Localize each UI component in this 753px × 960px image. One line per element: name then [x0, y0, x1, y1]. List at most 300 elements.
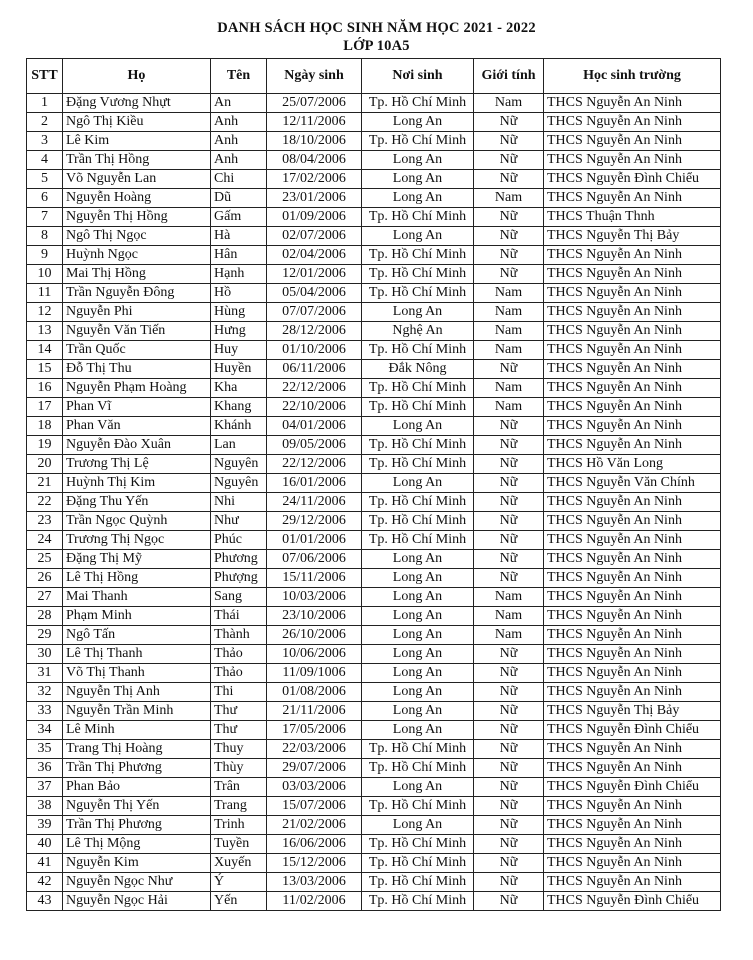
cell-ten: Huy	[211, 341, 267, 360]
table-row	[27, 721, 721, 740]
cell-ten: Như	[211, 512, 267, 531]
cell-ten: Thuy	[211, 740, 267, 759]
cell-stt: 41	[27, 854, 63, 873]
header-ten: Tên	[211, 59, 267, 94]
table-row	[27, 417, 721, 436]
cell-ngay-sinh: 01/10/2006	[267, 341, 362, 360]
table-row	[27, 702, 721, 721]
cell-ngay-sinh: 25/07/2006	[267, 94, 362, 113]
cell-stt: 40	[27, 835, 63, 854]
cell-ho: Nguyễn Ngọc Hải	[63, 892, 211, 911]
cell-noi-sinh: Long An	[362, 151, 474, 170]
cell-ten: Chi	[211, 170, 267, 189]
table-row	[27, 550, 721, 569]
cell-ngay-sinh: 07/06/2006	[267, 550, 362, 569]
cell-ngay-sinh: 01/09/2006	[267, 208, 362, 227]
cell-gioi-tinh: Nam	[474, 607, 544, 626]
cell-truong: THCS Nguyễn Đình Chiểu	[544, 778, 721, 797]
cell-ngay-sinh: 21/11/2006	[267, 702, 362, 721]
cell-gioi-tinh: Nữ	[474, 474, 544, 493]
cell-ho: Ngô Thị Ngọc	[63, 227, 211, 246]
cell-ngay-sinh: 01/08/2006	[267, 683, 362, 702]
cell-ho: Nguyễn Văn Tiến	[63, 322, 211, 341]
header-ngay-sinh: Ngày sinh	[267, 59, 362, 94]
cell-truong: THCS Nguyễn An Ninh	[544, 151, 721, 170]
cell-noi-sinh: Tp. Hồ Chí Minh	[362, 132, 474, 151]
cell-gioi-tinh: Nam	[474, 379, 544, 398]
cell-stt: 27	[27, 588, 63, 607]
cell-ngay-sinh: 10/06/2006	[267, 645, 362, 664]
cell-ten: Phúc	[211, 531, 267, 550]
cell-truong: THCS Nguyễn An Ninh	[544, 379, 721, 398]
table-row	[27, 569, 721, 588]
cell-gioi-tinh: Nữ	[474, 246, 544, 265]
cell-ten: Ý	[211, 873, 267, 892]
cell-ngay-sinh: 15/07/2006	[267, 797, 362, 816]
cell-ho: Lê Thị Thanh	[63, 645, 211, 664]
cell-ho: Đặng Thu Yến	[63, 493, 211, 512]
cell-truong: THCS Thuận Thnh	[544, 208, 721, 227]
cell-ngay-sinh: 16/06/2006	[267, 835, 362, 854]
cell-ngay-sinh: 04/01/2006	[267, 417, 362, 436]
cell-stt: 1	[27, 94, 63, 113]
table-row	[27, 455, 721, 474]
cell-ho: Nguyễn Kim	[63, 854, 211, 873]
cell-ten: Trân	[211, 778, 267, 797]
table-row	[27, 436, 721, 455]
table-row	[27, 835, 721, 854]
cell-ho: Phan Bảo	[63, 778, 211, 797]
cell-gioi-tinh: Nữ	[474, 227, 544, 246]
cell-truong: THCS Nguyễn An Ninh	[544, 493, 721, 512]
cell-gioi-tinh: Nữ	[474, 550, 544, 569]
cell-stt: 14	[27, 341, 63, 360]
table-row	[27, 303, 721, 322]
cell-noi-sinh: Tp. Hồ Chí Minh	[362, 436, 474, 455]
cell-noi-sinh: Tp. Hồ Chí Minh	[362, 341, 474, 360]
cell-stt: 3	[27, 132, 63, 151]
cell-gioi-tinh: Nam	[474, 189, 544, 208]
cell-ngay-sinh: 17/05/2006	[267, 721, 362, 740]
cell-gioi-tinh: Nữ	[474, 702, 544, 721]
cell-ho: Trần Thị Hồng	[63, 151, 211, 170]
cell-ten: Anh	[211, 132, 267, 151]
cell-ngay-sinh: 11/09/1006	[267, 664, 362, 683]
cell-truong: THCS Nguyễn An Ninh	[544, 265, 721, 284]
cell-truong: THCS Nguyễn An Ninh	[544, 531, 721, 550]
table-row	[27, 189, 721, 208]
cell-gioi-tinh: Nữ	[474, 645, 544, 664]
cell-ho: Nguyễn Phạm Hoàng	[63, 379, 211, 398]
cell-truong: THCS Nguyễn An Ninh	[544, 246, 721, 265]
table-row	[27, 170, 721, 189]
table-row	[27, 151, 721, 170]
cell-stt: 32	[27, 683, 63, 702]
cell-truong: THCS Nguyễn An Ninh	[544, 512, 721, 531]
cell-noi-sinh: Tp. Hồ Chí Minh	[362, 797, 474, 816]
cell-truong: THCS Nguyễn An Ninh	[544, 436, 721, 455]
cell-ho: Huỳnh Ngọc	[63, 246, 211, 265]
cell-ngay-sinh: 23/10/2006	[267, 607, 362, 626]
class-label: LỚP 10A5	[343, 38, 410, 54]
cell-ngay-sinh: 29/07/2006	[267, 759, 362, 778]
cell-truong: THCS Nguyễn An Ninh	[544, 873, 721, 892]
cell-gioi-tinh: Nữ	[474, 512, 544, 531]
cell-ho: Lê Kim	[63, 132, 211, 151]
cell-noi-sinh: Long An	[362, 474, 474, 493]
table-row	[27, 664, 721, 683]
cell-ngay-sinh: 07/07/2006	[267, 303, 362, 322]
cell-stt: 11	[27, 284, 63, 303]
cell-truong: THCS Nguyễn An Ninh	[544, 607, 721, 626]
cell-gioi-tinh: Nam	[474, 303, 544, 322]
cell-stt: 19	[27, 436, 63, 455]
cell-ngay-sinh: 12/01/2006	[267, 265, 362, 284]
table-row	[27, 493, 721, 512]
cell-ho: Võ Thị Thanh	[63, 664, 211, 683]
cell-ngay-sinh: 18/10/2006	[267, 132, 362, 151]
cell-ho: Mai Thanh	[63, 588, 211, 607]
cell-ho: Phan Vĩ	[63, 398, 211, 417]
cell-stt: 38	[27, 797, 63, 816]
cell-noi-sinh: Long An	[362, 170, 474, 189]
table-row	[27, 341, 721, 360]
table-row	[27, 360, 721, 379]
cell-ten: Nguyên	[211, 474, 267, 493]
cell-noi-sinh: Long An	[362, 816, 474, 835]
cell-ten: Thảo	[211, 645, 267, 664]
cell-ten: Khánh	[211, 417, 267, 436]
cell-stt: 20	[27, 455, 63, 474]
cell-ho: Trần Thị Phương	[63, 759, 211, 778]
cell-gioi-tinh: Nữ	[474, 835, 544, 854]
cell-truong: THCS Nguyễn An Ninh	[544, 417, 721, 436]
cell-ten: Phượng	[211, 569, 267, 588]
cell-noi-sinh: Tp. Hồ Chí Minh	[362, 208, 474, 227]
cell-noi-sinh: Tp. Hồ Chí Minh	[362, 759, 474, 778]
table-row	[27, 854, 721, 873]
cell-ten: Dũ	[211, 189, 267, 208]
cell-noi-sinh: Long An	[362, 702, 474, 721]
cell-ho: Nguyễn Đào Xuân	[63, 436, 211, 455]
cell-stt: 22	[27, 493, 63, 512]
document-title: DANH SÁCH HỌC SINH NĂM HỌC 2021 - 2022	[217, 20, 536, 36]
cell-ho: Đặng Thị Mỹ	[63, 550, 211, 569]
cell-ngay-sinh: 02/04/2006	[267, 246, 362, 265]
cell-noi-sinh: Đắk Nông	[362, 360, 474, 379]
cell-gioi-tinh: Nữ	[474, 797, 544, 816]
cell-ngay-sinh: 06/11/2006	[267, 360, 362, 379]
cell-gioi-tinh: Nữ	[474, 170, 544, 189]
cell-ho: Trần Ngọc Quỳnh	[63, 512, 211, 531]
cell-ngay-sinh: 24/11/2006	[267, 493, 362, 512]
cell-truong: THCS Nguyễn Thị Bảy	[544, 227, 721, 246]
cell-truong: THCS Nguyễn An Ninh	[544, 189, 721, 208]
table-row	[27, 816, 721, 835]
cell-gioi-tinh: Nữ	[474, 132, 544, 151]
cell-ho: Nguyễn Trần Minh	[63, 702, 211, 721]
cell-ngay-sinh: 12/11/2006	[267, 113, 362, 132]
table-row	[27, 246, 721, 265]
cell-truong: THCS Nguyễn An Ninh	[544, 626, 721, 645]
cell-stt: 42	[27, 873, 63, 892]
cell-truong: THCS Nguyễn Văn Chính	[544, 474, 721, 493]
cell-noi-sinh: Tp. Hồ Chí Minh	[362, 873, 474, 892]
cell-ten: Sang	[211, 588, 267, 607]
cell-ho: Đặng Vương Nhựt	[63, 94, 211, 113]
header-truong: Học sinh trường	[544, 59, 721, 94]
cell-ten: An	[211, 94, 267, 113]
cell-gioi-tinh: Nữ	[474, 208, 544, 227]
cell-ho: Nguyễn Thị Hồng	[63, 208, 211, 227]
cell-noi-sinh: Tp. Hồ Chí Minh	[362, 531, 474, 550]
cell-ho: Nguyễn Ngọc Như	[63, 873, 211, 892]
cell-truong: THCS Nguyễn An Ninh	[544, 94, 721, 113]
cell-ho: Ngô Tấn	[63, 626, 211, 645]
cell-ten: Khang	[211, 398, 267, 417]
cell-noi-sinh: Long An	[362, 113, 474, 132]
cell-noi-sinh: Tp. Hồ Chí Minh	[362, 892, 474, 911]
cell-ngay-sinh: 03/03/2006	[267, 778, 362, 797]
cell-noi-sinh: Tp. Hồ Chí Minh	[362, 398, 474, 417]
cell-noi-sinh: Long An	[362, 626, 474, 645]
cell-stt: 35	[27, 740, 63, 759]
cell-stt: 8	[27, 227, 63, 246]
cell-gioi-tinh: Nữ	[474, 265, 544, 284]
table-row	[27, 265, 721, 284]
cell-ho: Phạm Minh	[63, 607, 211, 626]
cell-ten: Gấm	[211, 208, 267, 227]
cell-ten: Xuyến	[211, 854, 267, 873]
table-row	[27, 227, 721, 246]
table-row	[27, 512, 721, 531]
cell-ho: Lê Thị Hồng	[63, 569, 211, 588]
cell-ho: Nguyễn Hoàng	[63, 189, 211, 208]
cell-noi-sinh: Tp. Hồ Chí Minh	[362, 246, 474, 265]
cell-ho: Huỳnh Thị Kim	[63, 474, 211, 493]
cell-ngay-sinh: 28/12/2006	[267, 322, 362, 341]
cell-ngay-sinh: 15/12/2006	[267, 854, 362, 873]
cell-truong: THCS Nguyễn Đình Chiểu	[544, 892, 721, 911]
cell-stt: 10	[27, 265, 63, 284]
cell-noi-sinh: Tp. Hồ Chí Minh	[362, 493, 474, 512]
cell-truong: THCS Nguyễn An Ninh	[544, 816, 721, 835]
cell-gioi-tinh: Nữ	[474, 569, 544, 588]
cell-noi-sinh: Nghệ An	[362, 322, 474, 341]
cell-gioi-tinh: Nữ	[474, 151, 544, 170]
cell-ten: Kha	[211, 379, 267, 398]
cell-truong: THCS Nguyễn An Ninh	[544, 132, 721, 151]
cell-ten: Thành	[211, 626, 267, 645]
cell-ho: Ngô Thị Kiều	[63, 113, 211, 132]
cell-truong: THCS Nguyễn An Ninh	[544, 740, 721, 759]
cell-gioi-tinh: Nam	[474, 626, 544, 645]
cell-noi-sinh: Tp. Hồ Chí Minh	[362, 379, 474, 398]
cell-ten: Thư	[211, 721, 267, 740]
cell-stt: 21	[27, 474, 63, 493]
cell-stt: 17	[27, 398, 63, 417]
cell-gioi-tinh: Nữ	[474, 493, 544, 512]
cell-gioi-tinh: Nam	[474, 398, 544, 417]
cell-noi-sinh: Tp. Hồ Chí Minh	[362, 94, 474, 113]
cell-noi-sinh: Long An	[362, 550, 474, 569]
cell-truong: THCS Nguyễn Đình Chiểu	[544, 721, 721, 740]
cell-ho: Nguyễn Thị Anh	[63, 683, 211, 702]
table-row	[27, 797, 721, 816]
cell-ngay-sinh: 22/12/2006	[267, 379, 362, 398]
cell-truong: THCS Nguyễn An Ninh	[544, 303, 721, 322]
cell-truong: THCS Nguyễn Thị Bảy	[544, 702, 721, 721]
table-row	[27, 94, 721, 113]
cell-stt: 37	[27, 778, 63, 797]
cell-gioi-tinh: Nam	[474, 588, 544, 607]
cell-stt: 2	[27, 113, 63, 132]
cell-ngay-sinh: 01/01/2006	[267, 531, 362, 550]
cell-stt: 15	[27, 360, 63, 379]
table-row	[27, 892, 721, 911]
cell-noi-sinh: Long An	[362, 569, 474, 588]
cell-ngay-sinh: 16/01/2006	[267, 474, 362, 493]
cell-ngay-sinh: 29/12/2006	[267, 512, 362, 531]
cell-ngay-sinh: 17/02/2006	[267, 170, 362, 189]
cell-truong: THCS Nguyễn An Ninh	[544, 284, 721, 303]
cell-stt: 31	[27, 664, 63, 683]
cell-ten: Phương	[211, 550, 267, 569]
cell-ho: Đỗ Thị Thu	[63, 360, 211, 379]
cell-ten: Hạnh	[211, 265, 267, 284]
cell-stt: 5	[27, 170, 63, 189]
cell-gioi-tinh: Nữ	[474, 759, 544, 778]
cell-stt: 36	[27, 759, 63, 778]
cell-truong: THCS Nguyễn An Ninh	[544, 322, 721, 341]
cell-ho: Trang Thị Hoàng	[63, 740, 211, 759]
cell-noi-sinh: Long An	[362, 588, 474, 607]
cell-truong: THCS Hồ Văn Long	[544, 455, 721, 474]
cell-ten: Anh	[211, 113, 267, 132]
cell-stt: 16	[27, 379, 63, 398]
cell-noi-sinh: Long An	[362, 683, 474, 702]
cell-gioi-tinh: Nữ	[474, 721, 544, 740]
cell-truong: THCS Nguyễn An Ninh	[544, 398, 721, 417]
cell-ten: Yến	[211, 892, 267, 911]
cell-stt: 12	[27, 303, 63, 322]
table-row	[27, 398, 721, 417]
table-row	[27, 626, 721, 645]
cell-ho: Võ Nguyễn Lan	[63, 170, 211, 189]
cell-ho: Lê Minh	[63, 721, 211, 740]
cell-gioi-tinh: Nữ	[474, 455, 544, 474]
cell-ngay-sinh: 08/04/2006	[267, 151, 362, 170]
cell-ten: Hưng	[211, 322, 267, 341]
cell-stt: 24	[27, 531, 63, 550]
cell-truong: THCS Nguyễn Đình Chiểu	[544, 170, 721, 189]
cell-stt: 4	[27, 151, 63, 170]
table-row	[27, 759, 721, 778]
cell-truong: THCS Nguyễn An Ninh	[544, 341, 721, 360]
cell-noi-sinh: Tp. Hồ Chí Minh	[362, 835, 474, 854]
cell-noi-sinh: Long An	[362, 607, 474, 626]
cell-noi-sinh: Long An	[362, 303, 474, 322]
cell-ngay-sinh: 13/03/2006	[267, 873, 362, 892]
cell-ten: Trinh	[211, 816, 267, 835]
table-row	[27, 322, 721, 341]
cell-gioi-tinh: Nữ	[474, 740, 544, 759]
cell-noi-sinh: Tp. Hồ Chí Minh	[362, 512, 474, 531]
cell-ten: Hùng	[211, 303, 267, 322]
table-row	[27, 284, 721, 303]
cell-truong: THCS Nguyễn An Ninh	[544, 360, 721, 379]
cell-ten: Anh	[211, 151, 267, 170]
cell-stt: 9	[27, 246, 63, 265]
cell-ten: Lan	[211, 436, 267, 455]
cell-gioi-tinh: Nữ	[474, 664, 544, 683]
cell-ngay-sinh: 15/11/2006	[267, 569, 362, 588]
cell-stt: 18	[27, 417, 63, 436]
cell-ngay-sinh: 11/02/2006	[267, 892, 362, 911]
header-stt: STT	[27, 59, 63, 94]
cell-truong: THCS Nguyễn An Ninh	[544, 683, 721, 702]
cell-noi-sinh: Long An	[362, 417, 474, 436]
table-row	[27, 778, 721, 797]
cell-stt: 25	[27, 550, 63, 569]
cell-ho: Lê Thị Mộng	[63, 835, 211, 854]
cell-stt: 6	[27, 189, 63, 208]
cell-stt: 13	[27, 322, 63, 341]
table-row	[27, 113, 721, 132]
cell-gioi-tinh: Nam	[474, 284, 544, 303]
cell-gioi-tinh: Nữ	[474, 436, 544, 455]
cell-truong: THCS Nguyễn An Ninh	[544, 854, 721, 873]
cell-ho: Phan Văn	[63, 417, 211, 436]
cell-gioi-tinh: Nữ	[474, 683, 544, 702]
cell-stt: 30	[27, 645, 63, 664]
cell-ho: Trương Thị Ngọc	[63, 531, 211, 550]
cell-stt: 29	[27, 626, 63, 645]
table-row	[27, 208, 721, 227]
cell-ngay-sinh: 10/03/2006	[267, 588, 362, 607]
cell-stt: 23	[27, 512, 63, 531]
cell-gioi-tinh: Nữ	[474, 531, 544, 550]
cell-ho: Trần Thị Phương	[63, 816, 211, 835]
cell-noi-sinh: Long An	[362, 664, 474, 683]
cell-gioi-tinh: Nữ	[474, 113, 544, 132]
cell-gioi-tinh: Nữ	[474, 892, 544, 911]
cell-stt: 33	[27, 702, 63, 721]
cell-gioi-tinh: Nam	[474, 341, 544, 360]
cell-gioi-tinh: Nữ	[474, 816, 544, 835]
cell-truong: THCS Nguyễn An Ninh	[544, 569, 721, 588]
cell-ten: Nhi	[211, 493, 267, 512]
cell-ten: Hà	[211, 227, 267, 246]
cell-truong: THCS Nguyễn An Ninh	[544, 797, 721, 816]
table-header-row	[27, 59, 721, 94]
table-row	[27, 740, 721, 759]
cell-ngay-sinh: 02/07/2006	[267, 227, 362, 246]
cell-stt: 43	[27, 892, 63, 911]
cell-stt: 39	[27, 816, 63, 835]
cell-stt: 34	[27, 721, 63, 740]
cell-ten: Trang	[211, 797, 267, 816]
cell-ho: Trương Thị Lệ	[63, 455, 211, 474]
cell-ho: Trần Nguyễn Đông	[63, 284, 211, 303]
table-row	[27, 645, 721, 664]
cell-ho: Nguyễn Phi	[63, 303, 211, 322]
cell-ten: Tuyền	[211, 835, 267, 854]
cell-noi-sinh: Long An	[362, 645, 474, 664]
cell-truong: THCS Nguyễn An Ninh	[544, 588, 721, 607]
cell-noi-sinh: Tp. Hồ Chí Minh	[362, 284, 474, 303]
table-row	[27, 474, 721, 493]
